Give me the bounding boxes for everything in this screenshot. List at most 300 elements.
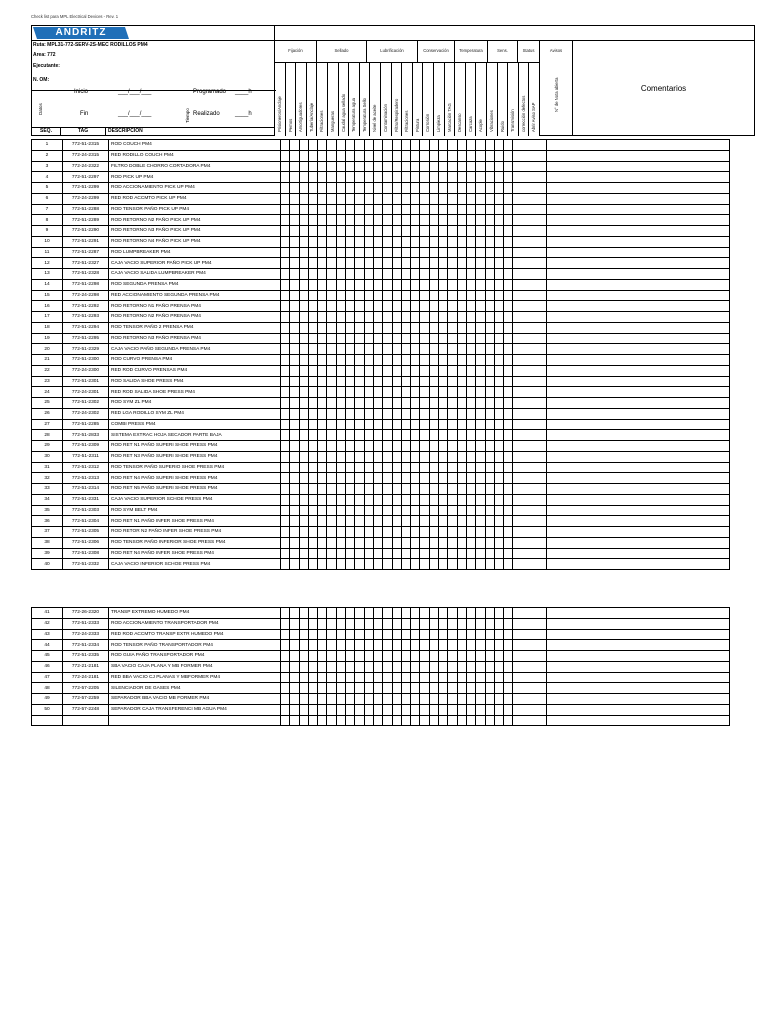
check-cell[interactable]: [429, 494, 438, 505]
check-cell[interactable]: [346, 365, 355, 376]
check-cell[interactable]: [429, 672, 438, 683]
check-cell[interactable]: [466, 419, 475, 430]
check-cell[interactable]: [429, 376, 438, 387]
check-cell[interactable]: [466, 204, 475, 215]
check-cell[interactable]: [494, 387, 503, 398]
check-cell[interactable]: [457, 344, 466, 355]
check-cell[interactable]: [355, 527, 364, 538]
comment-cell[interactable]: [547, 279, 730, 290]
check-cell[interactable]: [281, 183, 290, 194]
check-cell[interactable]: [401, 140, 410, 151]
check-cell[interactable]: [504, 344, 513, 355]
check-cell[interactable]: [485, 661, 494, 672]
check-cell[interactable]: [281, 704, 290, 715]
check-cell[interactable]: [448, 344, 457, 355]
check-cell[interactable]: [420, 651, 429, 662]
check-cell[interactable]: [466, 661, 475, 672]
check-cell[interactable]: [308, 236, 317, 247]
check-cell[interactable]: [457, 279, 466, 290]
check-cell[interactable]: [392, 322, 401, 333]
check-cell[interactable]: [457, 618, 466, 629]
check-cell[interactable]: [336, 408, 345, 419]
check-cell[interactable]: [355, 505, 364, 516]
check-cell[interactable]: [308, 672, 317, 683]
check-cell[interactable]: [336, 398, 345, 409]
check-cell[interactable]: [476, 236, 485, 247]
check-cell[interactable]: [299, 629, 308, 640]
check-cell[interactable]: [346, 150, 355, 161]
check-cell[interactable]: [485, 290, 494, 301]
check-cell[interactable]: [494, 150, 503, 161]
check-cell[interactable]: [504, 247, 513, 258]
check-cell[interactable]: [318, 608, 327, 619]
check-cell[interactable]: [281, 387, 290, 398]
check-cell[interactable]: [373, 376, 382, 387]
check-cell[interactable]: [439, 355, 448, 366]
comment-cell[interactable]: [547, 715, 730, 726]
check-cell[interactable]: [485, 618, 494, 629]
check-cell[interactable]: [290, 548, 299, 559]
check-cell[interactable]: [411, 183, 420, 194]
check-cell[interactable]: [457, 290, 466, 301]
check-cell[interactable]: [504, 451, 513, 462]
nota-cell[interactable]: [513, 704, 547, 715]
check-cell[interactable]: [504, 651, 513, 662]
check-cell[interactable]: [308, 441, 317, 452]
check-cell[interactable]: [448, 355, 457, 366]
check-cell[interactable]: [318, 172, 327, 183]
check-cell[interactable]: [336, 704, 345, 715]
check-cell[interactable]: [448, 672, 457, 683]
check-cell[interactable]: [355, 140, 364, 151]
check-cell[interactable]: [429, 193, 438, 204]
check-cell[interactable]: [355, 301, 364, 312]
check-cell[interactable]: [457, 140, 466, 151]
check-cell[interactable]: [318, 150, 327, 161]
check-cell[interactable]: [392, 494, 401, 505]
check-cell[interactable]: [336, 516, 345, 527]
check-cell[interactable]: [448, 419, 457, 430]
check-cell[interactable]: [476, 704, 485, 715]
check-cell[interactable]: [476, 559, 485, 570]
check-cell[interactable]: [401, 629, 410, 640]
comment-cell[interactable]: [547, 629, 730, 640]
check-cell[interactable]: [476, 322, 485, 333]
check-cell[interactable]: [411, 279, 420, 290]
check-cell[interactable]: [336, 451, 345, 462]
nota-cell[interactable]: [513, 640, 547, 651]
check-cell[interactable]: [494, 537, 503, 548]
check-cell[interactable]: [281, 559, 290, 570]
check-cell[interactable]: [420, 527, 429, 538]
check-cell[interactable]: [420, 140, 429, 151]
check-cell[interactable]: [504, 462, 513, 473]
check-cell[interactable]: [420, 640, 429, 651]
check-cell[interactable]: [290, 376, 299, 387]
check-cell[interactable]: [373, 441, 382, 452]
check-cell[interactable]: [504, 140, 513, 151]
check-cell[interactable]: [299, 355, 308, 366]
check-cell[interactable]: [401, 204, 410, 215]
check-cell[interactable]: [364, 419, 373, 430]
check-cell[interactable]: [439, 150, 448, 161]
check-cell[interactable]: [485, 441, 494, 452]
check-cell[interactable]: [299, 473, 308, 484]
check-cell[interactable]: [429, 258, 438, 269]
check-cell[interactable]: [420, 537, 429, 548]
check-cell[interactable]: [327, 683, 336, 694]
check-cell[interactable]: [448, 269, 457, 280]
check-cell[interactable]: [355, 618, 364, 629]
check-cell[interactable]: [308, 398, 317, 409]
check-cell[interactable]: [327, 651, 336, 662]
check-cell[interactable]: [327, 451, 336, 462]
check-cell[interactable]: [364, 527, 373, 538]
check-cell[interactable]: [457, 473, 466, 484]
check-cell[interactable]: [346, 484, 355, 495]
check-cell[interactable]: [494, 640, 503, 651]
check-cell[interactable]: [420, 494, 429, 505]
check-cell[interactable]: [299, 333, 308, 344]
check-cell[interactable]: [299, 236, 308, 247]
check-cell[interactable]: [383, 344, 392, 355]
check-cell[interactable]: [281, 661, 290, 672]
check-cell[interactable]: [401, 640, 410, 651]
check-cell[interactable]: [476, 505, 485, 516]
check-cell[interactable]: [318, 333, 327, 344]
check-cell[interactable]: [364, 301, 373, 312]
check-cell[interactable]: [485, 672, 494, 683]
check-cell[interactable]: [290, 672, 299, 683]
check-cell[interactable]: [504, 376, 513, 387]
comment-cell[interactable]: [547, 322, 730, 333]
check-cell[interactable]: [336, 312, 345, 323]
check-cell[interactable]: [281, 629, 290, 640]
check-cell[interactable]: [346, 715, 355, 726]
check-cell[interactable]: [494, 301, 503, 312]
check-cell[interactable]: [466, 451, 475, 462]
check-cell[interactable]: [281, 608, 290, 619]
check-cell[interactable]: [420, 516, 429, 527]
check-cell[interactable]: [485, 387, 494, 398]
check-cell[interactable]: [411, 537, 420, 548]
check-cell[interactable]: [448, 473, 457, 484]
check-cell[interactable]: [411, 473, 420, 484]
comment-cell[interactable]: [547, 355, 730, 366]
check-cell[interactable]: [383, 694, 392, 705]
check-cell[interactable]: [457, 398, 466, 409]
comment-cell[interactable]: [547, 651, 730, 662]
check-cell[interactable]: [318, 451, 327, 462]
check-cell[interactable]: [466, 527, 475, 538]
check-cell[interactable]: [420, 683, 429, 694]
check-cell[interactable]: [411, 344, 420, 355]
nota-cell[interactable]: [513, 618, 547, 629]
check-cell[interactable]: [466, 704, 475, 715]
check-cell[interactable]: [466, 484, 475, 495]
check-cell[interactable]: [466, 505, 475, 516]
check-cell[interactable]: [439, 140, 448, 151]
check-cell[interactable]: [448, 661, 457, 672]
check-cell[interactable]: [355, 640, 364, 651]
check-cell[interactable]: [411, 387, 420, 398]
check-cell[interactable]: [401, 398, 410, 409]
check-cell[interactable]: [411, 376, 420, 387]
check-cell[interactable]: [439, 441, 448, 452]
check-cell[interactable]: [355, 150, 364, 161]
check-cell[interactable]: [346, 215, 355, 226]
check-cell[interactable]: [466, 462, 475, 473]
check-cell[interactable]: [281, 247, 290, 258]
check-cell[interactable]: [364, 451, 373, 462]
check-cell[interactable]: [448, 527, 457, 538]
nota-cell[interactable]: [513, 344, 547, 355]
check-cell[interactable]: [457, 505, 466, 516]
check-cell[interactable]: [346, 376, 355, 387]
check-cell[interactable]: [373, 505, 382, 516]
nota-cell[interactable]: [513, 226, 547, 237]
check-cell[interactable]: [383, 548, 392, 559]
comment-cell[interactable]: [547, 365, 730, 376]
check-cell[interactable]: [420, 408, 429, 419]
check-cell[interactable]: [318, 505, 327, 516]
check-cell[interactable]: [355, 661, 364, 672]
check-cell[interactable]: [411, 548, 420, 559]
check-cell[interactable]: [439, 672, 448, 683]
check-cell[interactable]: [281, 537, 290, 548]
check-cell[interactable]: [476, 661, 485, 672]
check-cell[interactable]: [504, 430, 513, 441]
check-cell[interactable]: [429, 559, 438, 570]
check-cell[interactable]: [299, 312, 308, 323]
check-cell[interactable]: [336, 226, 345, 237]
check-cell[interactable]: [281, 618, 290, 629]
check-cell[interactable]: [494, 494, 503, 505]
check-cell[interactable]: [485, 140, 494, 151]
check-cell[interactable]: [346, 344, 355, 355]
check-cell[interactable]: [429, 365, 438, 376]
check-cell[interactable]: [308, 355, 317, 366]
check-cell[interactable]: [373, 204, 382, 215]
check-cell[interactable]: [420, 451, 429, 462]
check-cell[interactable]: [420, 672, 429, 683]
check-cell[interactable]: [401, 226, 410, 237]
check-cell[interactable]: [373, 236, 382, 247]
check-cell[interactable]: [383, 150, 392, 161]
check-cell[interactable]: [308, 661, 317, 672]
check-cell[interactable]: [504, 204, 513, 215]
check-cell[interactable]: [290, 365, 299, 376]
check-cell[interactable]: [383, 258, 392, 269]
check-cell[interactable]: [485, 559, 494, 570]
check-cell[interactable]: [485, 301, 494, 312]
comment-cell[interactable]: [547, 608, 730, 619]
check-cell[interactable]: [429, 172, 438, 183]
check-cell[interactable]: [327, 494, 336, 505]
check-cell[interactable]: [290, 150, 299, 161]
comment-cell[interactable]: [547, 462, 730, 473]
check-cell[interactable]: [346, 279, 355, 290]
check-cell[interactable]: [476, 215, 485, 226]
check-cell[interactable]: [364, 618, 373, 629]
check-cell[interactable]: [476, 365, 485, 376]
check-cell[interactable]: [439, 236, 448, 247]
check-cell[interactable]: [392, 704, 401, 715]
check-cell[interactable]: [448, 161, 457, 172]
check-cell[interactable]: [383, 516, 392, 527]
check-cell[interactable]: [485, 516, 494, 527]
check-cell[interactable]: [401, 269, 410, 280]
check-cell[interactable]: [439, 548, 448, 559]
check-cell[interactable]: [457, 172, 466, 183]
check-cell[interactable]: [401, 651, 410, 662]
check-cell[interactable]: [504, 694, 513, 705]
check-cell[interactable]: [355, 704, 364, 715]
check-cell[interactable]: [420, 694, 429, 705]
check-cell[interactable]: [318, 430, 327, 441]
check-cell[interactable]: [401, 618, 410, 629]
check-cell[interactable]: [299, 618, 308, 629]
check-cell[interactable]: [308, 140, 317, 151]
check-cell[interactable]: [392, 193, 401, 204]
check-cell[interactable]: [327, 548, 336, 559]
check-cell[interactable]: [336, 629, 345, 640]
check-cell[interactable]: [457, 322, 466, 333]
check-cell[interactable]: [457, 651, 466, 662]
nota-cell[interactable]: [513, 651, 547, 662]
check-cell[interactable]: [466, 150, 475, 161]
check-cell[interactable]: [439, 683, 448, 694]
check-cell[interactable]: [439, 527, 448, 538]
check-cell[interactable]: [281, 451, 290, 462]
check-cell[interactable]: [299, 226, 308, 237]
nota-cell[interactable]: [513, 505, 547, 516]
check-cell[interactable]: [485, 640, 494, 651]
check-cell[interactable]: [336, 204, 345, 215]
check-cell[interactable]: [485, 537, 494, 548]
check-cell[interactable]: [308, 204, 317, 215]
check-cell[interactable]: [476, 408, 485, 419]
check-cell[interactable]: [373, 494, 382, 505]
check-cell[interactable]: [299, 183, 308, 194]
check-cell[interactable]: [336, 301, 345, 312]
check-cell[interactable]: [448, 376, 457, 387]
check-cell[interactable]: [364, 355, 373, 366]
check-cell[interactable]: [420, 462, 429, 473]
check-cell[interactable]: [318, 215, 327, 226]
comment-cell[interactable]: [547, 559, 730, 570]
check-cell[interactable]: [364, 215, 373, 226]
comment-cell[interactable]: [547, 312, 730, 323]
check-cell[interactable]: [457, 462, 466, 473]
check-cell[interactable]: [485, 715, 494, 726]
check-cell[interactable]: [327, 290, 336, 301]
check-cell[interactable]: [485, 683, 494, 694]
check-cell[interactable]: [392, 333, 401, 344]
nota-cell[interactable]: [513, 537, 547, 548]
check-cell[interactable]: [308, 269, 317, 280]
check-cell[interactable]: [308, 704, 317, 715]
check-cell[interactable]: [476, 204, 485, 215]
check-cell[interactable]: [411, 355, 420, 366]
check-cell[interactable]: [420, 355, 429, 366]
check-cell[interactable]: [504, 629, 513, 640]
check-cell[interactable]: [299, 408, 308, 419]
comment-cell[interactable]: [547, 704, 730, 715]
check-cell[interactable]: [383, 161, 392, 172]
check-cell[interactable]: [281, 398, 290, 409]
check-cell[interactable]: [439, 408, 448, 419]
check-cell[interactable]: [457, 548, 466, 559]
check-cell[interactable]: [290, 704, 299, 715]
check-cell[interactable]: [439, 618, 448, 629]
check-cell[interactable]: [373, 704, 382, 715]
check-cell[interactable]: [466, 290, 475, 301]
check-cell[interactable]: [336, 279, 345, 290]
check-cell[interactable]: [327, 559, 336, 570]
check-cell[interactable]: [466, 516, 475, 527]
check-cell[interactable]: [299, 322, 308, 333]
check-cell[interactable]: [429, 548, 438, 559]
check-cell[interactable]: [448, 608, 457, 619]
check-cell[interactable]: [429, 215, 438, 226]
check-cell[interactable]: [392, 484, 401, 495]
check-cell[interactable]: [439, 376, 448, 387]
check-cell[interactable]: [457, 161, 466, 172]
check-cell[interactable]: [504, 548, 513, 559]
check-cell[interactable]: [429, 629, 438, 640]
check-cell[interactable]: [318, 376, 327, 387]
check-cell[interactable]: [401, 301, 410, 312]
check-cell[interactable]: [364, 608, 373, 619]
check-cell[interactable]: [466, 694, 475, 705]
comment-cell[interactable]: [547, 451, 730, 462]
check-cell[interactable]: [494, 172, 503, 183]
check-cell[interactable]: [290, 322, 299, 333]
nota-cell[interactable]: [513, 661, 547, 672]
check-cell[interactable]: [308, 494, 317, 505]
check-cell[interactable]: [429, 290, 438, 301]
check-cell[interactable]: [504, 398, 513, 409]
check-cell[interactable]: [383, 527, 392, 538]
check-cell[interactable]: [383, 618, 392, 629]
check-cell[interactable]: [457, 672, 466, 683]
check-cell[interactable]: [373, 683, 382, 694]
check-cell[interactable]: [485, 398, 494, 409]
comment-cell[interactable]: [547, 537, 730, 548]
check-cell[interactable]: [281, 505, 290, 516]
check-cell[interactable]: [476, 672, 485, 683]
check-cell[interactable]: [392, 559, 401, 570]
check-cell[interactable]: [290, 204, 299, 215]
check-cell[interactable]: [439, 183, 448, 194]
check-cell[interactable]: [457, 516, 466, 527]
check-cell[interactable]: [336, 608, 345, 619]
check-cell[interactable]: [355, 430, 364, 441]
check-cell[interactable]: [420, 204, 429, 215]
check-cell[interactable]: [327, 161, 336, 172]
check-cell[interactable]: [299, 661, 308, 672]
check-cell[interactable]: [411, 527, 420, 538]
check-cell[interactable]: [476, 462, 485, 473]
check-cell[interactable]: [355, 398, 364, 409]
check-cell[interactable]: [420, 548, 429, 559]
check-cell[interactable]: [327, 301, 336, 312]
check-cell[interactable]: [383, 408, 392, 419]
check-cell[interactable]: [281, 683, 290, 694]
check-cell[interactable]: [392, 408, 401, 419]
check-cell[interactable]: [429, 333, 438, 344]
